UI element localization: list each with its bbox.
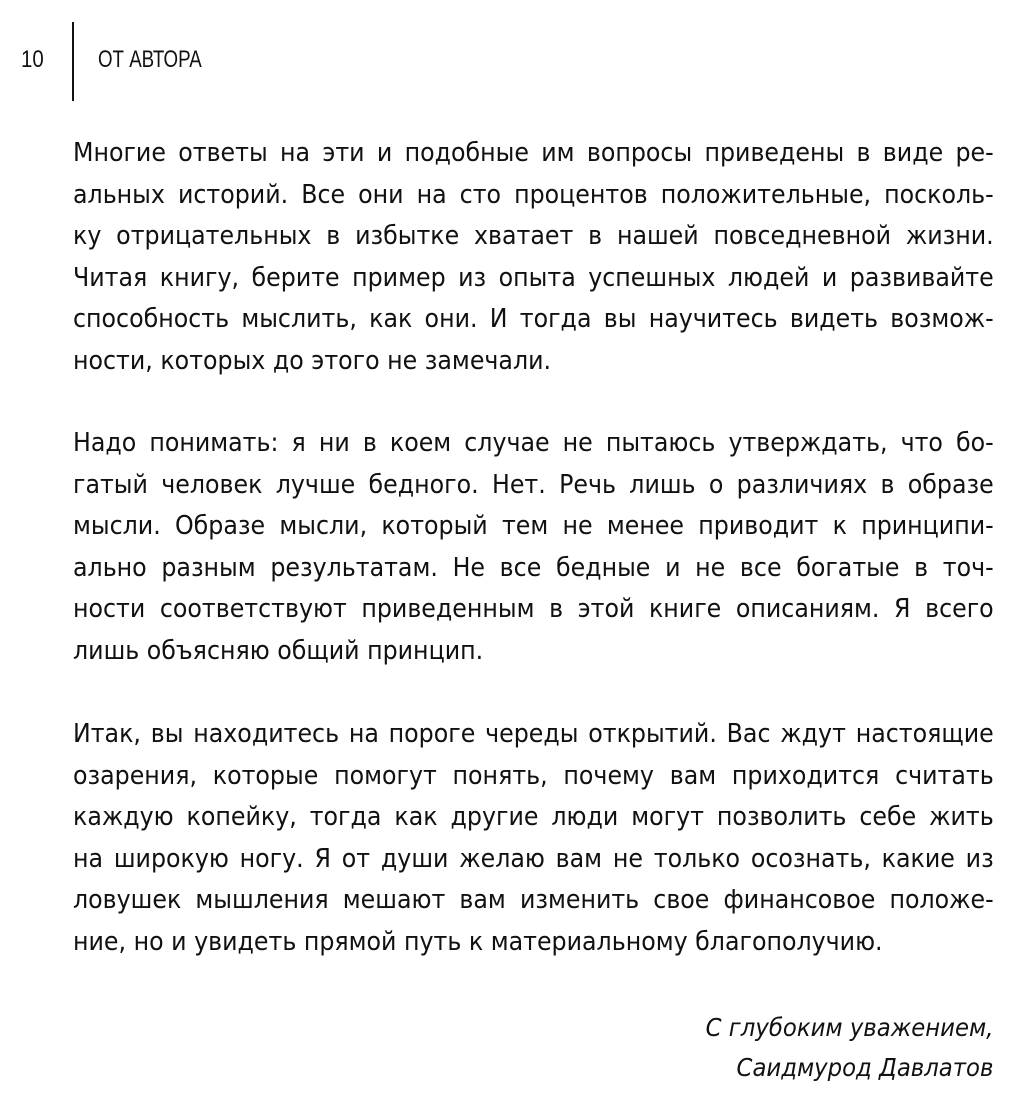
page-number: 10 [21,46,44,73]
header-divider [72,22,74,101]
text-line: мысли. Образе мысли, который тем не менее приводит к принципи- [73,511,994,541]
text-line: озарения, которые помогут понять, почему вам приходится считать [73,760,994,791]
signature-closing: С глубоким уважением, [705,1013,993,1042]
text-line: Многие ответы на эти и подобные им вопросы приведены в виде ре- [73,138,994,168]
page-header [0,0,1020,110]
paragraph [73,133,994,382]
text-line: гатый человек лучше бедного. Нет. Речь лишь о различиях в образе [73,469,994,500]
text-line: Читая книгу, берите пример из опыта успешных людей и развивайте [73,262,994,293]
text-line: ности соответствуют приведенным в этой книге описаниям. Я всего [73,594,994,624]
text-line: ние, но и увидеть прямой путь к материальному благополучию. [73,926,883,957]
text-line: способность мыслить, как они. И тогда вы научитесь видеть возмож- [73,304,994,334]
running-title: ОТ АВТОРА [98,46,202,73]
signature [684,1008,993,1088]
text-line: лишь объясняю общий принцип. [73,635,484,666]
text-line: ально разным результатам. Не все бедные и не все богатые в точ- [73,552,994,583]
text-line: ку отрицательных в избытке хватает в нашей повседневной жизни. [73,221,994,251]
text-line: ности, которых до этого не замечали. [73,345,552,376]
text-line: каждую копейку, тогда как другие люди могут позволить себе жить [73,802,994,832]
text-line: Итак, вы находитесь на пороге череды открытий. Вас ждут настоящие [73,719,994,749]
paragraph [73,423,994,672]
signature-author: Саидмурод Давлатов [736,1053,993,1082]
text-line: альных историй. Все они на сто процентов положительные, посколь- [73,179,994,210]
text-line: ловушек мышления мешают вам изменить свое финансовое положе- [73,885,994,915]
paragraph [73,714,994,963]
text-line: Надо понимать: я ни в коем случае не пытаюсь утверждать, что бо- [73,428,994,458]
text-line: на широкую ногу. Я от души желаю вам не только осознать, какие из [73,843,994,874]
